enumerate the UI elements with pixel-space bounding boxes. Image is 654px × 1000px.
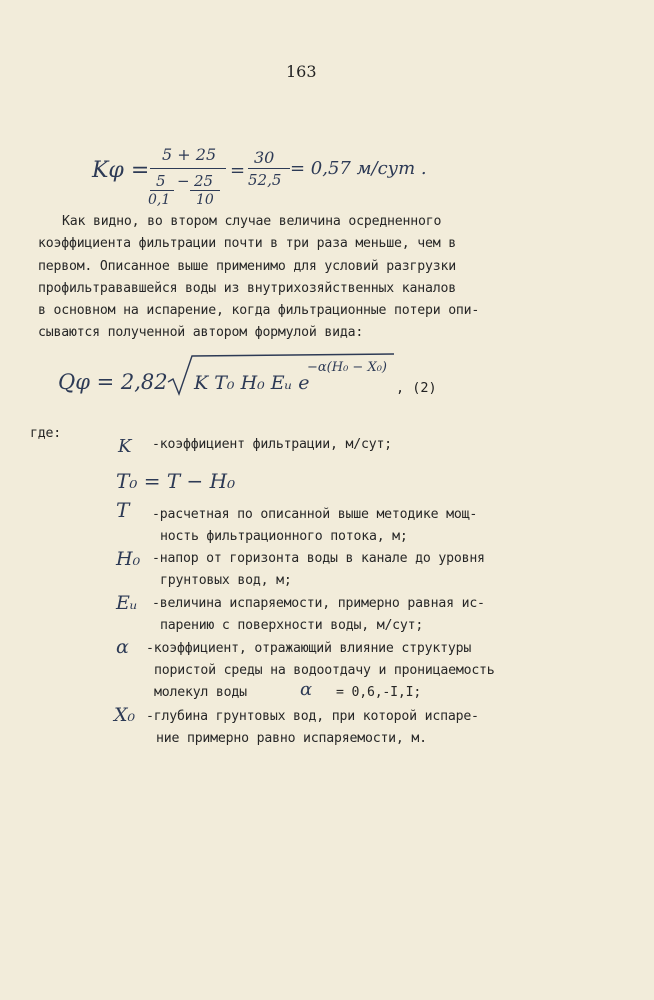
page-number: 163 <box>286 62 317 81</box>
def-term-t0: T₀ = T − H₀ <box>116 469 236 493</box>
def-t-line-2: ность фильтрационного потока, м; <box>160 529 408 544</box>
paragraph-line-2: коэффициента фильтрации почти в три раза меньше, чем в <box>38 236 456 251</box>
kf-result: = 0,57 м/сут . <box>290 158 427 179</box>
def-t-line-1: -расчетная по описанной выше методике мощ- <box>152 507 478 522</box>
alpha-value: = 0,6,-I,I; <box>336 685 422 700</box>
kf-eq1: = <box>230 160 246 181</box>
kf-num1: 5 + 25 <box>162 145 217 164</box>
def-h0-line-1: -напор от горизонта воды в канале до уровня <box>152 551 485 566</box>
def-term-k: K <box>118 436 132 457</box>
def-term-x0: X₀ <box>114 704 136 726</box>
paragraph-line-3: первом. Описанное выше применимо для условий разгрузки <box>38 259 456 274</box>
paragraph-line-5: в основном на испарение, когда фильтрационные потери опи- <box>38 303 480 318</box>
kf-frac-line-1 <box>150 168 226 169</box>
kf-den1-b: 25 <box>194 172 214 190</box>
def-x0-line-1: -глубина грунтовых вод, при которой испаре- <box>146 709 479 724</box>
q-exponent: −α(H₀ − X₀) <box>307 360 387 375</box>
def-term-alpha: α <box>116 636 129 658</box>
def-k-line-1: -коэффициент фильтрации, м/сут; <box>152 437 392 452</box>
kf-den1-b-sub: 10 <box>196 192 214 208</box>
def-alpha-line-2: пористой среды на водоотдачу и проницаемость <box>154 663 495 678</box>
paragraph-line-1: Как видно, во втором случае величина осредненного <box>62 214 442 229</box>
kf-lhs: Kφ = <box>92 158 150 183</box>
def-h0-line-2: грунтовых вод, м; <box>160 573 292 588</box>
q-radicand: K T₀ H₀ Eᵤ e <box>194 372 310 394</box>
def-alpha-line-1: -коэффициент, отражающий влияние структуры <box>146 641 472 656</box>
equation-number: , (2) <box>396 380 437 396</box>
kf-frac-line-2 <box>248 168 290 169</box>
kf-den1-a: 5 <box>156 172 166 190</box>
paragraph-line-6: сываются полученной автором формулой вида: <box>38 325 364 340</box>
def-term-h0: H₀ <box>116 548 141 570</box>
kf-den1-a-sub: 0,1 <box>148 192 171 208</box>
paragraph-line-4: профильтрававшейся воды из внутрихозяйственных каналов <box>38 281 456 296</box>
def-term-eu: Eᵤ <box>116 592 138 614</box>
q-lhs: Qφ = 2,82 <box>58 370 168 394</box>
def-term-t: T <box>116 498 130 522</box>
def-eu-line-2: парению с поверхности воды, м/сут; <box>160 618 424 633</box>
where-label: где: <box>30 426 61 441</box>
alpha-symbol: α <box>300 679 313 700</box>
kf-num2: 30 <box>254 148 275 167</box>
kf-den1-minus: − <box>177 172 190 190</box>
kf-den2: 52,5 <box>248 171 282 189</box>
def-x0-line-2: ние примерно равно испаряемости, м. <box>156 731 427 746</box>
def-eu-line-1: -величина испаряемости, примерно равная ис- <box>152 596 485 611</box>
def-alpha-line-3: молекул воды <box>154 685 247 700</box>
